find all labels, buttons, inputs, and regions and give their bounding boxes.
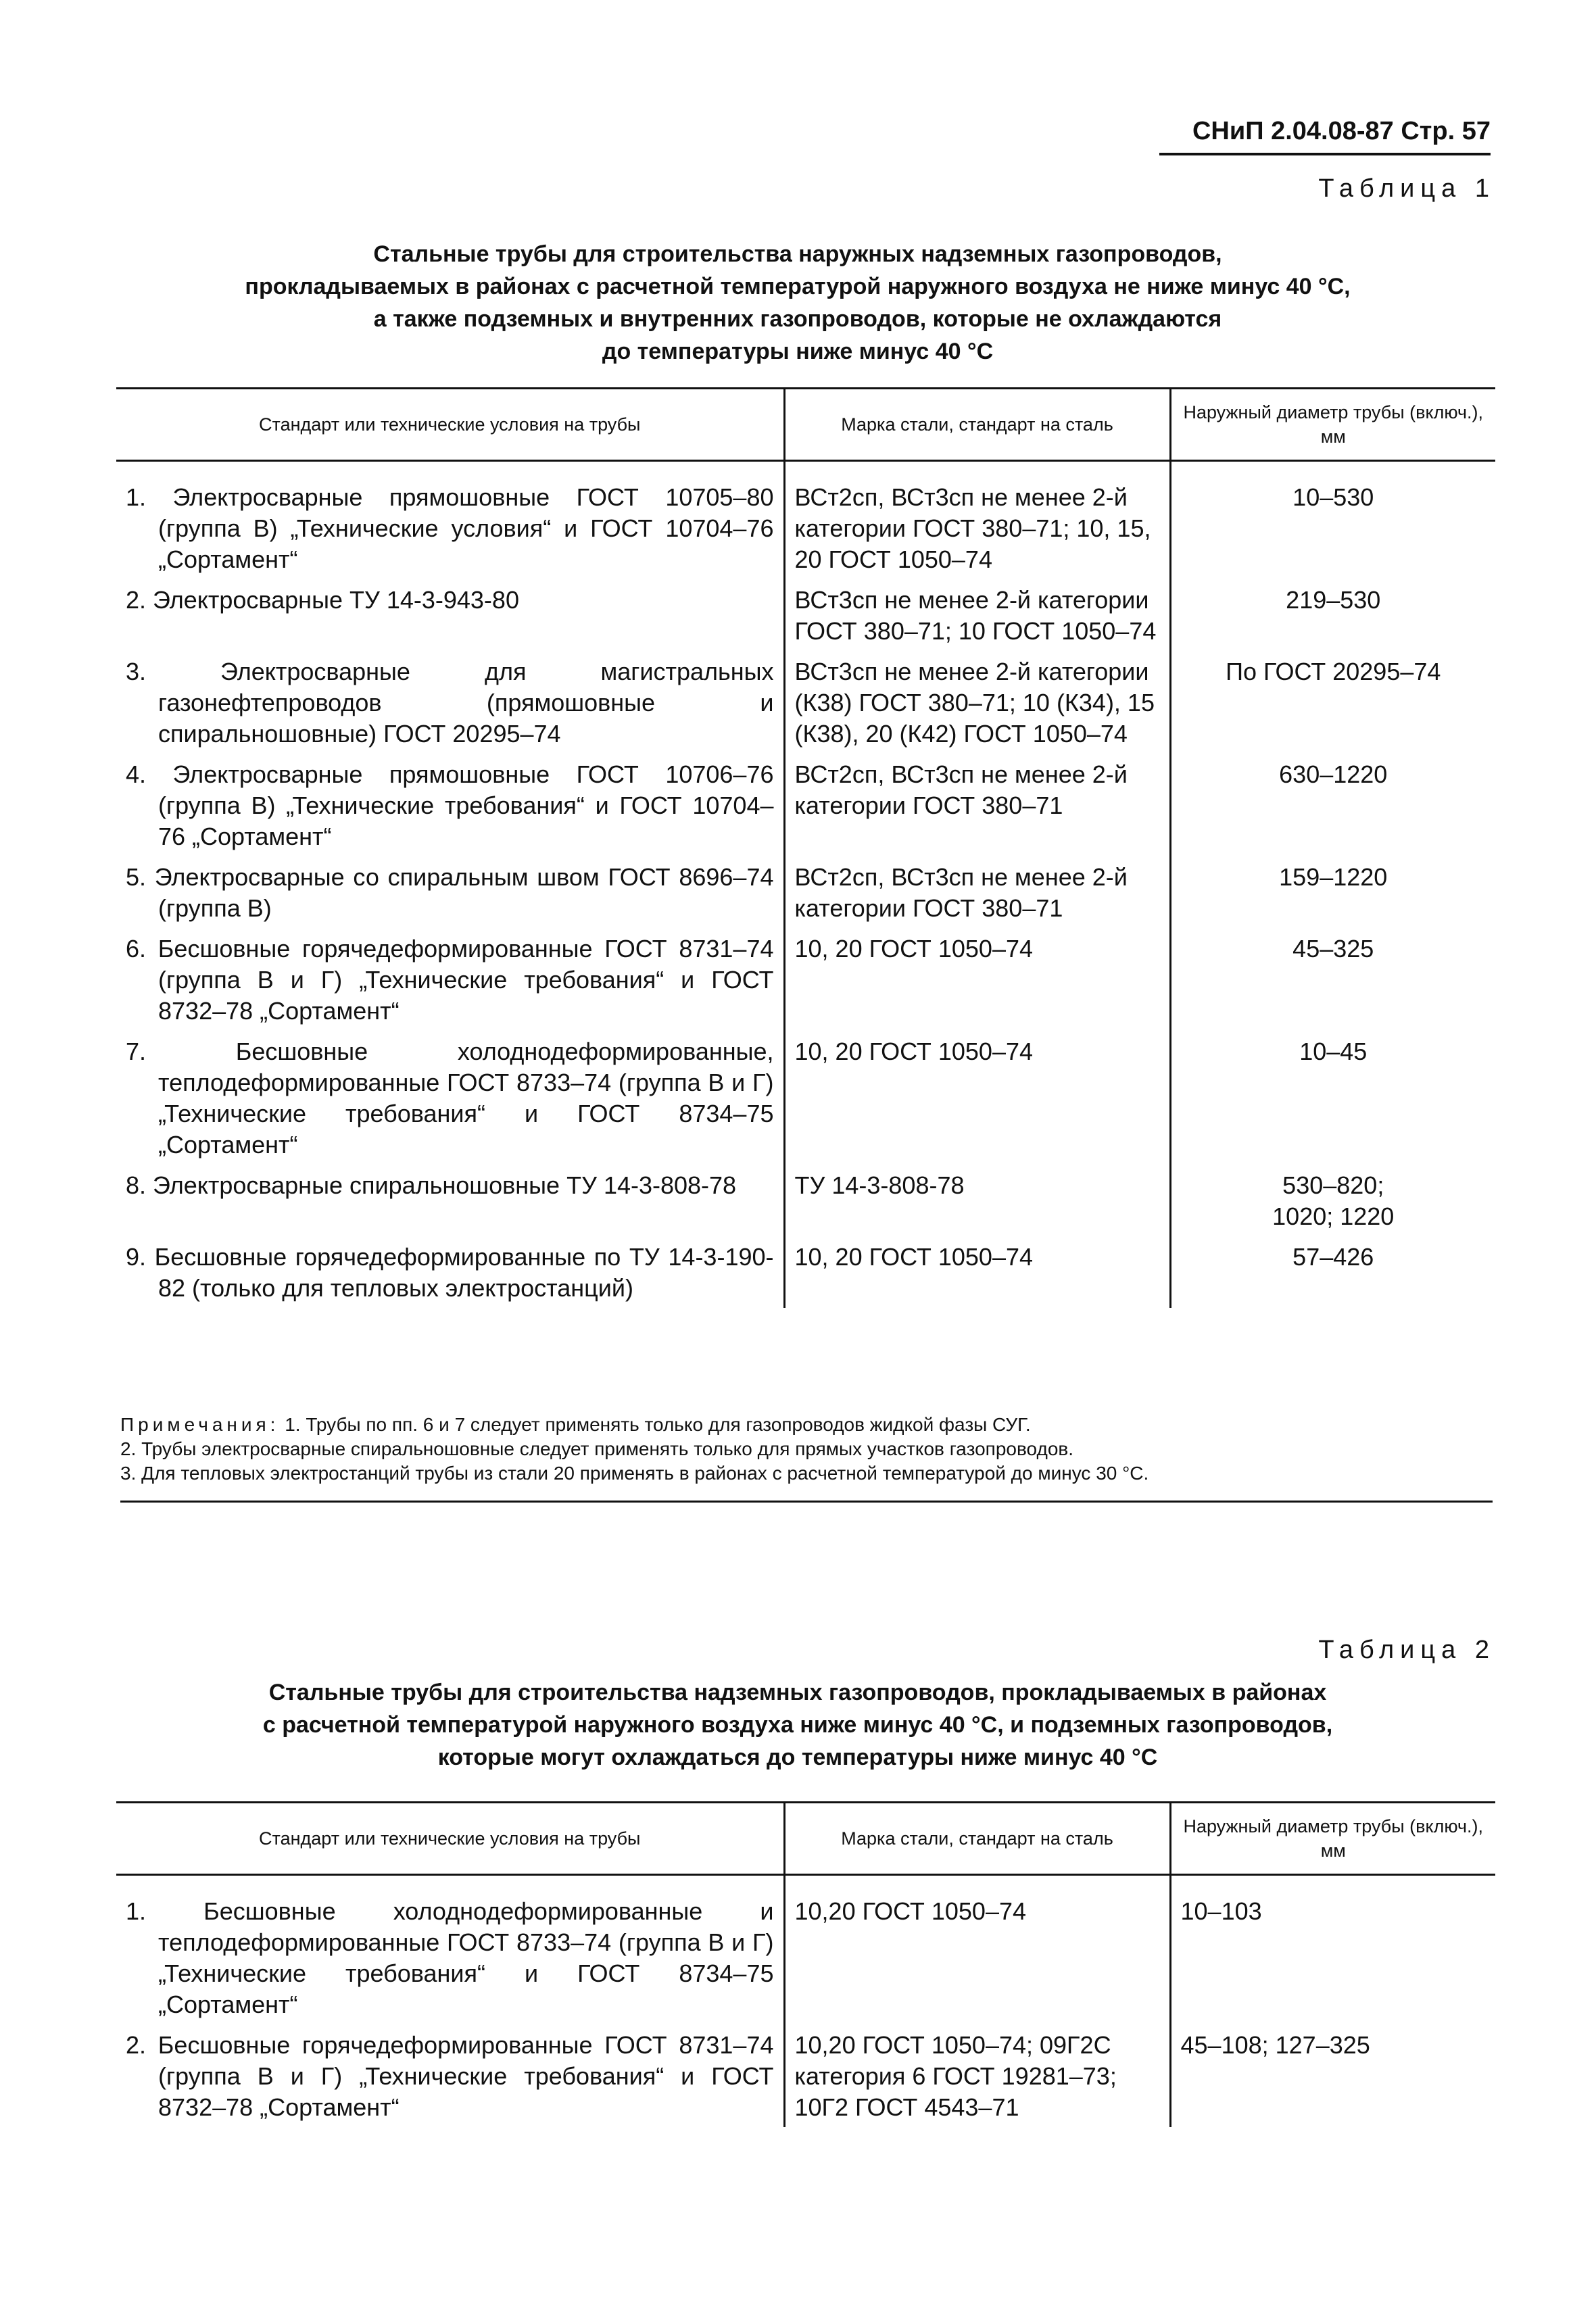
table-row [116,1875,1495,2025]
table2-header-row [116,1803,1495,1875]
table-row [116,1031,1495,1165]
cell-steel: 10, 20 ГОСТ 1050–74 [784,1236,1170,1308]
table-row [116,2024,1495,2127]
cell-standard-text: 1. Электросварные прямошовные ГОСТ 10705–80 (группа В) „Технические условия“ и ГОСТ 10704–76 „Сортамент“ [126,483,774,573]
cell-diameter: 10–530 [1170,461,1495,580]
cell-standard [116,1165,784,1236]
page-header-doc-ref: СНиП 2.04.08-87 Стр. 57 [1159,114,1491,155]
cell-steel: ВСт3сп не менее 2-й категории (К38) ГОСТ 380–71; 10 (К34), 15 (К38), 20 (К42) ГОСТ 1050–74 [784,651,1170,754]
notes-label: Примечания: [120,1414,280,1435]
cell-diameter: 530–820; 1020; 1220 [1170,1165,1495,1236]
cell-standard-text: 7. Бесшовные холоднодеформированные, теплодеформированные ГОСТ 8733–74 (группа В и Г) „Технические требования“ и ГОСТ 8734–75 „Сортамент“ [126,1038,774,1159]
table-row [116,1165,1495,1236]
cell-steel: ВСт3сп не менее 2-й категории ГОСТ 380–71; 10 ГОСТ 1050–74 [784,579,1170,651]
cell-standard [116,579,784,651]
table2 [116,1801,1495,2127]
cell-standard [116,461,784,580]
cell-standard-text: 3. Электросварные для магистральных газонефтепроводов (прямошовные и спиральношовные) ГОСТ 20295–74 [126,658,774,748]
cell-steel: ВСт2сп, ВСт3сп не менее 2-й категории ГОСТ 380–71 [784,856,1170,928]
column-header-diameter: Наружный диаметр трубы (включ.), мм [1170,389,1495,461]
column-header-steel: Марка стали, стандарт на сталь [784,1803,1170,1875]
cell-standard [116,1236,784,1308]
table-row [116,856,1495,928]
table2-title [169,1676,1426,1774]
cell-diameter: 10–45 [1170,1031,1495,1165]
table1-title-line: прокладываемых в районах с расчетной температурой наружного воздуха не ниже минус 40 °С, [245,274,1351,299]
cell-steel: ТУ 14-3-808-78 [784,1165,1170,1236]
column-header-diameter: Наружный диаметр трубы (включ.), мм [1170,1803,1495,1875]
table-row [116,579,1495,651]
table2-title-line: Стальные трубы для строительства надземных газопроводов, прокладываемых в районах [268,1680,1327,1705]
cell-diameter: 57–426 [1170,1236,1495,1308]
column-header-standard: Стандарт или технические условия на трубы [116,389,784,461]
table1-title-line: до температуры ниже минус 40 °С [602,339,994,364]
table2-title-line: которые могут охлаждаться до температуры ниже минус 40 °С [437,1745,1158,1770]
cell-standard [116,2024,784,2127]
cell-steel: ВСт2сп, ВСт3сп не менее 2-й категории ГОСТ 380–71; 10, 15, 20 ГОСТ 1050–74 [784,461,1170,580]
column-header-standard: Стандарт или технические условия на трубы [116,1803,784,1875]
cell-standard-text: 8. Электросварные спиральношовные ТУ 14-3-808-78 [126,1171,737,1199]
cell-steel: 10,20 ГОСТ 1050–74; 09Г2С категория 6 ГОСТ 19281–73; 10Г2 ГОСТ 4543–71 [784,2024,1170,2127]
note-line [120,1413,1493,1437]
cell-standard-text: 1. Бесшовные холоднодеформированные и теплодеформированные ГОСТ 8733–74 (группа В и Г) „Технические требования“ и ГОСТ 8734–75 „Сортамент“ [126,1897,774,2018]
cell-steel: 10, 20 ГОСТ 1050–74 [784,928,1170,1031]
cell-diameter: По ГОСТ 20295–74 [1170,651,1495,754]
table-row [116,651,1495,754]
cell-standard-text: 9. Бесшовные горячедеформированные по ТУ 14-3-190-82 (только для тепловых электростанций) [126,1243,774,1302]
note-item: 3. Для тепловых электростанций трубы из стали 20 применять в районах с расчетной температурой до минус 30 °С. [120,1463,1149,1484]
cell-diameter: 10–103 [1170,1875,1495,2025]
table1-label: Таблица 1 [1318,174,1495,203]
cell-diameter: 630–1220 [1170,754,1495,856]
cell-diameter: 45–108; 127–325 [1170,2024,1495,2127]
table1-notes [120,1413,1493,1503]
table-row [116,461,1495,580]
cell-standard [116,856,784,928]
cell-standard [116,651,784,754]
cell-standard [116,754,784,856]
cell-standard-text: 5. Электросварные со спиральным швом ГОСТ 8696–74 (группа В) [126,863,774,922]
table1-title-line: а также подземных и внутренних газопроводов, которые не охлаждаются [373,306,1222,332]
column-header-steel: Марка стали, стандарт на сталь [784,389,1170,461]
table-row [116,754,1495,856]
note-item: 1. Трубы по пп. 6 и 7 следует применять только для газопроводов жидкой фазы СУГ. [285,1414,1031,1435]
cell-diameter: 159–1220 [1170,856,1495,928]
cell-steel: ВСт2сп, ВСт3сп не менее 2-й категории ГОСТ 380–71 [784,754,1170,856]
table1 [116,387,1495,1308]
table2-title-line: с расчетной температурой наружного воздуха ниже минус 40 °С, и подземных газопроводов, [262,1712,1333,1738]
cell-standard-text: 4. Электросварные прямошовные ГОСТ 10706–76 (группа В) „Технические требования“ и ГОСТ 10704–76 „Сортамент“ [126,760,774,850]
note-item: 2. Трубы электросварные спиральношовные следует применять только для прямых участков газопроводов. [120,1438,1074,1459]
table-row [116,928,1495,1031]
cell-standard-text: 2. Электросварные ТУ 14-3-943-80 [126,586,519,614]
cell-standard-text: 6. Бесшовные горячедеформированные ГОСТ 8731–74 (группа В и Г) „Технические требования“ и ГОСТ 8732–78 „Сортамент“ [126,935,774,1025]
table-row [116,1236,1495,1308]
table1-header-row [116,389,1495,461]
cell-diameter: 45–325 [1170,928,1495,1031]
cell-standard-text: 2. Бесшовные горячедеформированные ГОСТ 8731–74 (группа В и Г) „Технические требования“ и ГОСТ 8732–78 „Сортамент“ [126,2031,774,2121]
table1-title-line: Стальные трубы для строительства наружных надземных газопроводов, [373,241,1222,267]
table2-label: Таблица 2 [1318,1636,1495,1664]
table1-title [169,238,1426,368]
cell-steel: 10,20 ГОСТ 1050–74 [784,1875,1170,2025]
cell-standard [116,1031,784,1165]
cell-standard [116,1875,784,2025]
cell-standard [116,928,784,1031]
cell-steel: 10, 20 ГОСТ 1050–74 [784,1031,1170,1165]
cell-diameter: 219–530 [1170,579,1495,651]
